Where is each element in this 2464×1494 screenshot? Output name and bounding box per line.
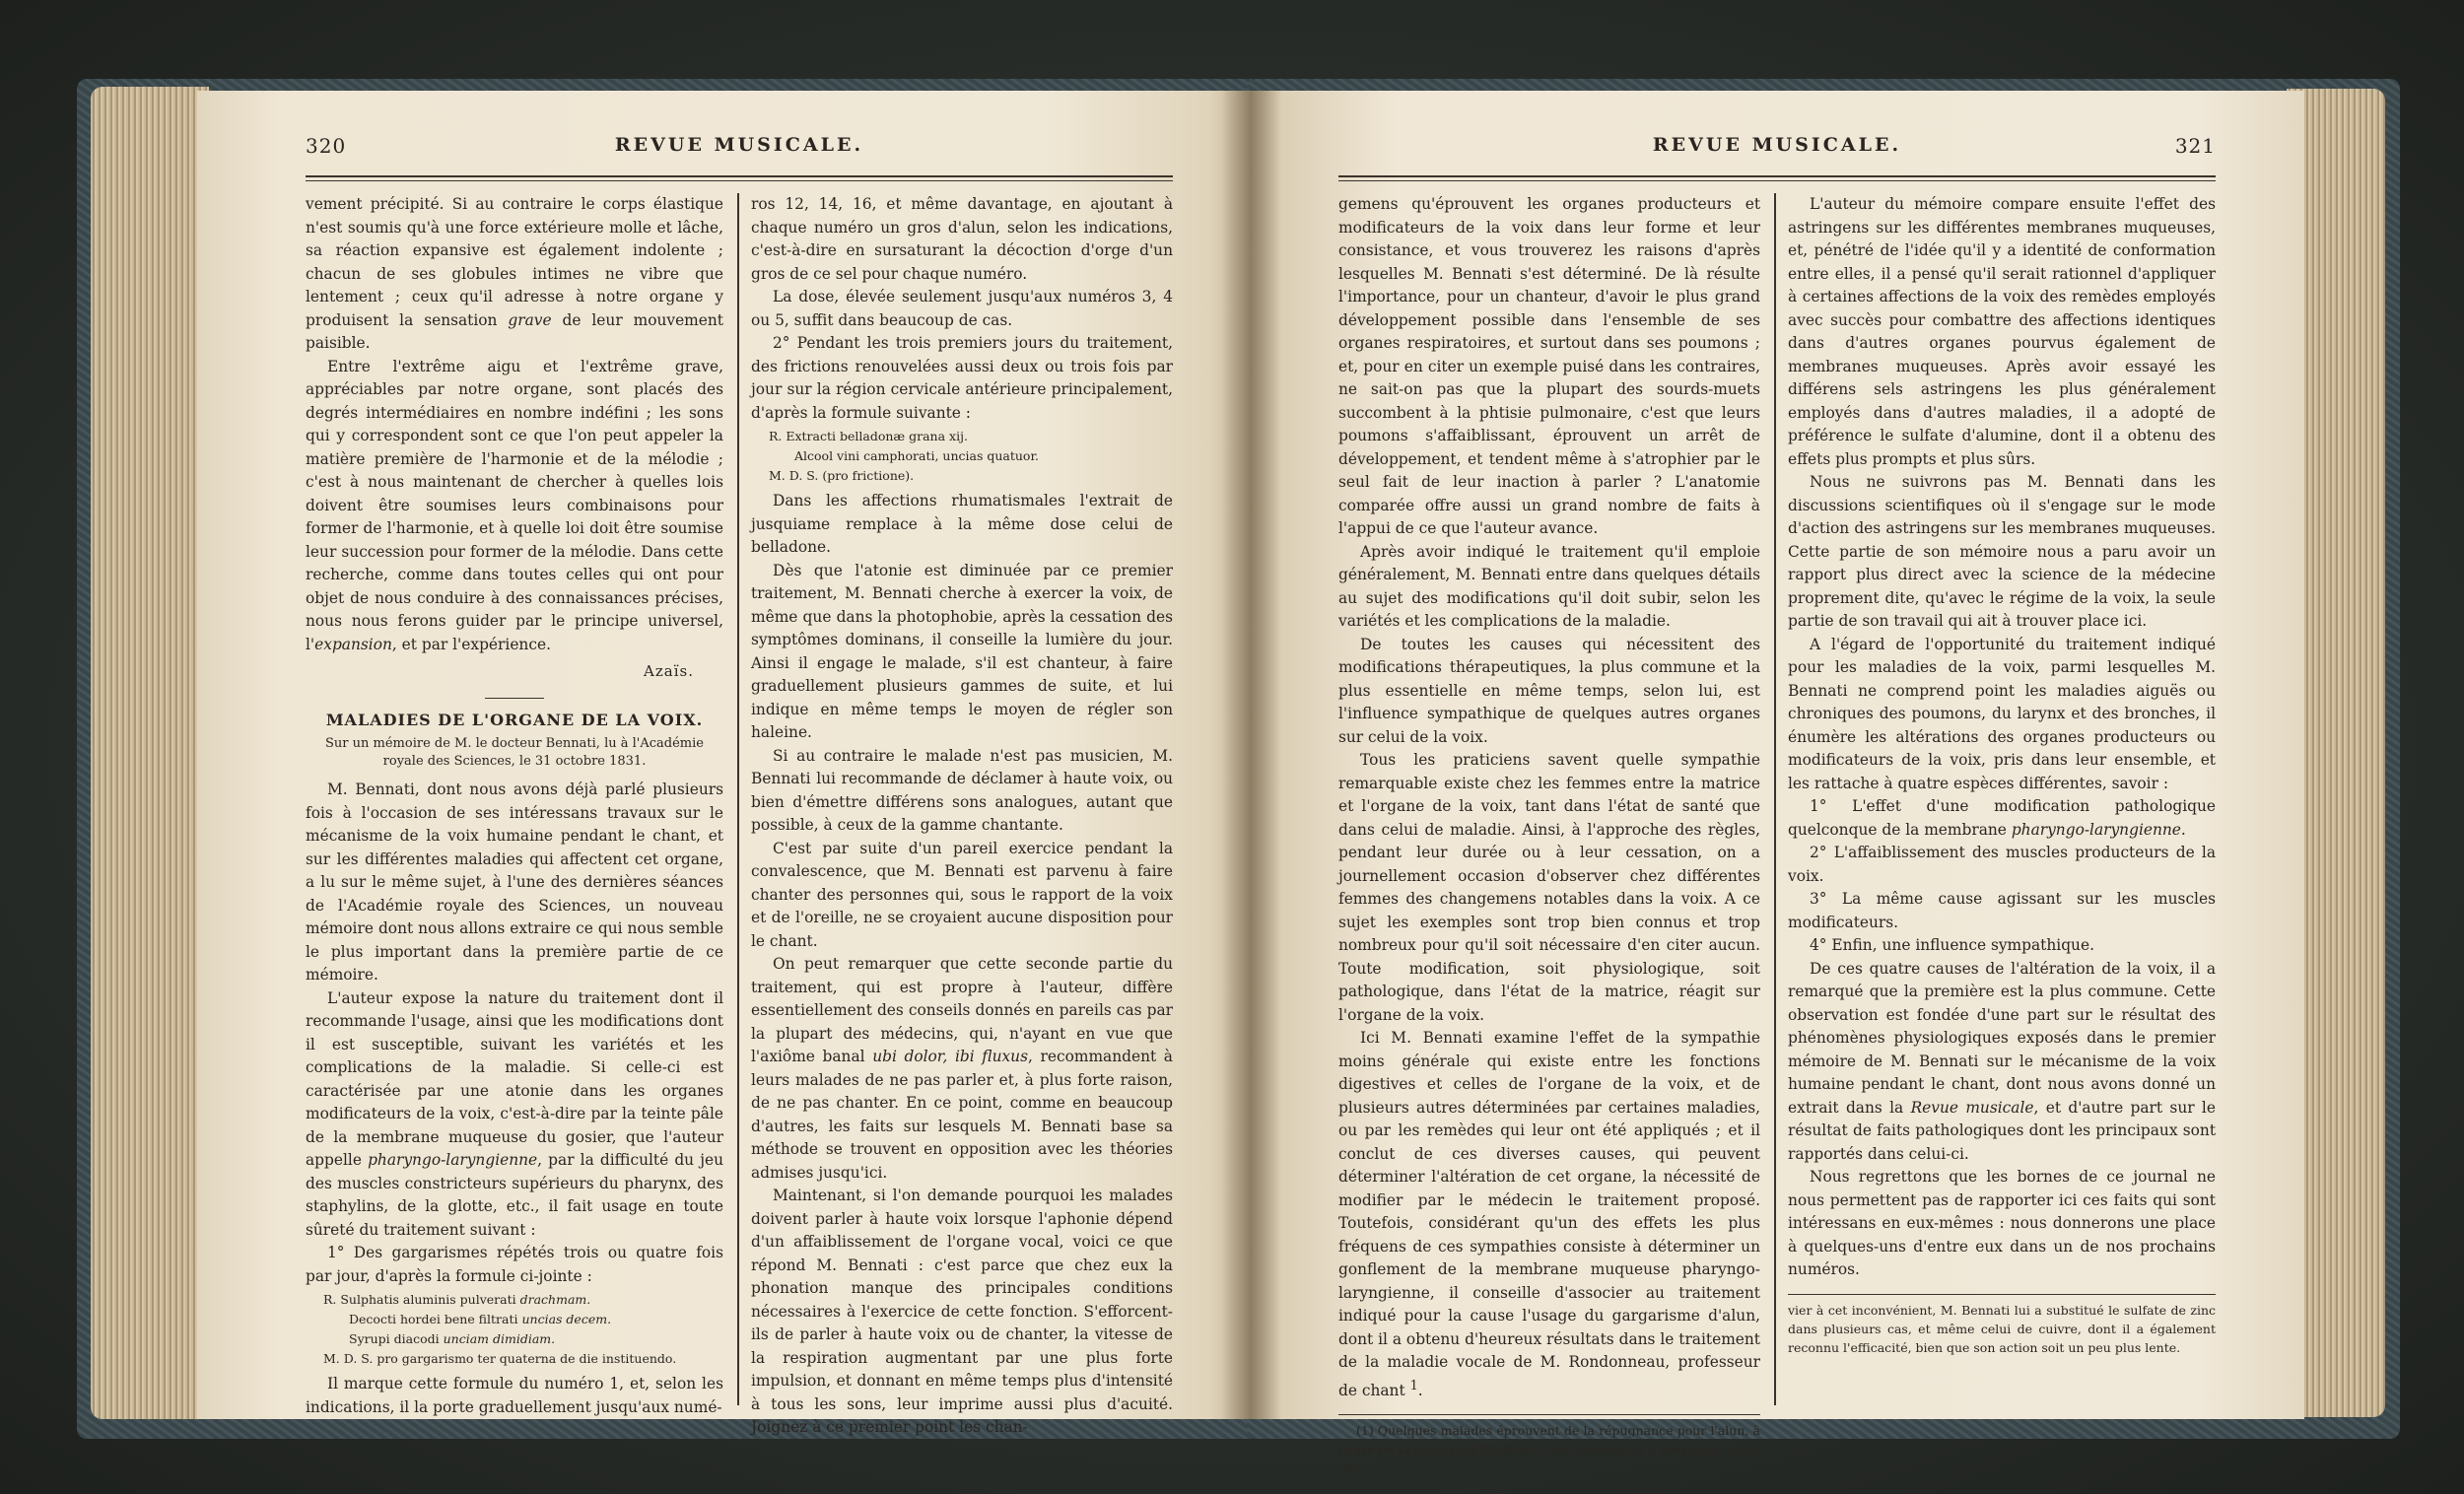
left-page-column-1 bbox=[306, 193, 723, 1419]
paragraph: Nous ne suivrons pas M. Bennati dans les discussions scientifiques où il s'engage sur le mode d'action des astringens sur les membranes muqueuses. Cette partie de son mémoire nous a paru avoir un rapport plus direct avec la science de la médecine proprement dite, qu'avec le régime de la voix, la seule partie de son travail qui ait à trouver place ici. bbox=[1788, 473, 2216, 630]
paragraph: L'auteur expose la nature du traitement dont il recommande l'usage, ainsi que les modifications dont il est susceptible, suivant les variétés et les complications de la maladie. Si celle-ci est caractérisée par une atonie dans les organes modificateurs de la voix, c'est-à-dire par la teinte pâle de la membrane muqueuse du gosier, que l'auteur appelle pharyngo-laryngienne, par la difficulté du jeu des muscles constricteurs supérieurs du pharynx, des staphylins, de la glotte, etc., il fait usage en toute sûreté du traitement suivant : bbox=[306, 988, 723, 1239]
paragraph: Maintenant, si l'on demande pourquoi les malades doivent parler à haute voix lorsque l'aphonie dépend d'un affaiblissement de l'organe vocal, voici ce que répond M. Bennati : c'est parce que chez eux la phonation manque des principales conditions nécessaires à l'exercice de cette fonction. S'efforcent-ils de parler à haute voix ou de chanter, la vitesse de la respiration augmentant par une plus forte impulsion, et donnant en même temps plus d'intensité à tous les sons, leur imprime aussi plus d'acuité. Joignez à ce premier point les chan- bbox=[751, 1187, 1173, 1436]
paragraph: M. Bennati, dont nous avons déjà parlé plusieurs fois à l'occasion de ses intéressans travaux sur le mécanisme de la voix humaine pendant le chant, et sur les différentes maladies qui affectent cet organe, a lu sur le même sujet, à l'une des dernières séances de l'Académie royale des Sciences, un nouveau mémoire dont nous allons extraire ce qui nous semble le plus important dans la première partie de ce mémoire. bbox=[306, 781, 723, 984]
right-page-column-2 bbox=[1788, 193, 2216, 1357]
column-rule bbox=[737, 193, 739, 1405]
paragraph: On peut remarquer que cette seconde partie du traitement, qui est propre à l'auteur, diffère essentiellement des conseils donnés en pareils cas par la plupart des médecins, qui, n'ayant en vue que l'axiôme banal ubi dolor, ibi fluxus, recommandent à leurs malades de ne pas parler et, à plus forte raison, de ne pas chanter. En ce point, comme en beaucoup d'autres, les faits sur lesquels M. Bennati base sa méthode se trouvent en opposition avec les théories admises jusqu'ici. bbox=[751, 955, 1173, 1182]
paragraph: 2° L'affaiblissement des muscles producteurs de la voix. bbox=[1788, 844, 2216, 885]
section-divider bbox=[485, 698, 544, 699]
prescription-formula: R. Sulphatis aluminis pulverati drachmam. Decocti hordei bene filtrati uncias decem. Syrupi diacodi unciam dimidiam. M. D. S. pro gargarismo ter quaterna de die instituendo. bbox=[323, 1292, 677, 1366]
paragraph: Dès que l'atonie est diminuée par ce premier traitement, M. Bennati cherche à exercer la voix, de même que dans la photophobie, après la cessation des symptômes dominans, il conseille la lumière du jour. Ainsi il engage le malade, s'il est chanteur, à faire graduellement plusieurs gammes de suite, et lui indique en même temps le moyen de régler son haleine. bbox=[751, 561, 1173, 741]
paragraph: Ici M. Bennati examine l'effet de la sympathie moins générale qui existe entre les fonctions digestives et celles de l'organe de la voix, et de plusieurs autres déterminées par certaines maladies, ou par les remèdes qui leur ont été appliqués ; et il conclut de ces diverses causes, qui peuvent déterminer l'altération de cet organe, la nécessité de modifier par le médecin le traitement proposé. Toutefois, considérant qu'un des effets les plus fréquens de ces sympathies consiste à déterminer un gonflement de la membrane muqueuse pharyngo-laryngienne, il conseille d'associer au traitement indiqué pour la cause l'usage du gargarisme d'alun, dont il a obtenu d'heureux résultats dans le traitement de la maladie vocale de M. Rondonneau, professeur de chant $^1$. bbox=[1338, 1029, 1760, 1399]
paragraph: 1° L'effet d'une modification pathologique quelconque de la membrane pharyngo-laryngienne. bbox=[1788, 797, 2216, 839]
right-page-header bbox=[1338, 134, 2216, 173]
book-gutter bbox=[1222, 91, 1281, 1419]
paragraph: De toutes les causes qui nécessitent des modifications thérapeutiques, la plus commune et la plus essentielle en même temps, selon lui, est l'influence sympathique de quelques autres organes sur celui de la voix. bbox=[1338, 635, 1760, 746]
paragraph: 4° Enfin, une influence sympathique. bbox=[1810, 936, 2094, 954]
page-edges-left bbox=[91, 87, 209, 1419]
footnote-rule bbox=[1338, 1414, 1760, 1415]
paragraph: La dose, élevée seulement jusqu'aux numéros 3, 4 ou 5, suffit dans beaucoup de cas. bbox=[751, 288, 1173, 329]
header-rule bbox=[306, 175, 1173, 181]
paragraph: Si au contraire le malade n'est pas musicien, M. Bennati lui recommande de déclamer à haute voix, ou bien d'émettre différens sons analogues, autant que possible, à ceux de la gamme chantante. bbox=[751, 746, 1173, 834]
paragraph: Entre l'extrême aigu et l'extrême grave, appréciables par notre organe, sont placés des degrés intermédiaires en nombre indéfini ; les sons qui y correspondent sont ce que l'on peut appeler la matière première de l'harmonie et de la mélodie ; c'est à nous maintenant de chercher à quelles lois doivent être soumises leurs combinaisons pour former de l'harmonie, et à quelle loi doit être soumise leur succession pour former de la mélodie. Dans cette recherche, comme dans toutes celles qui ont pour objet de nous conduire à des connaissances précises, nous nous ferons guider par le principe universel, l'expansion, et par l'expérience. bbox=[306, 357, 723, 653]
section-title: MALADIES DE L'ORGANE DE LA VOIX. bbox=[325, 710, 704, 729]
paragraph: 1° Des gargarismes répétés trois ou quatre fois par jour, d'après la formule ci-jointe : bbox=[306, 1244, 723, 1285]
running-title: REVUE MUSICALE. bbox=[614, 134, 864, 156]
left-page bbox=[197, 91, 1252, 1436]
paragraph: ros 12, 14, 16, et même davantage, en ajoutant à chaque numéro un gros d'alun, selon les indications, c'est-à-dire en sursaturant la décoction d'orge d'un gros de ce sel pour chaque numéro. bbox=[751, 195, 1173, 283]
paragraph: Tous les praticiens savent quelle sympathie remarquable existe chez les femmes entre la matrice et l'organe de la voix, tant dans l'état de santé que dans celui de maladie. Ainsi, à l'approche des règles, pendant leur durée ou à leur cessation, on a journellement occasion d'observer chez différentes femmes des changemens notables dans la voix. A ce sujet les exemples sont trop bien connus et trop nombreux pour qu'il soit nécessaire d'en citer aucun. Toute modification, soit physiologique, soit pathologique, dans l'état de la matrice, réagit sur l'organe de la voix. bbox=[1338, 751, 1760, 1024]
footnote-rule bbox=[1788, 1294, 2216, 1295]
paragraph: 2° Pendant les trois premiers jours du traitement, des frictions renouvelées aussi deux ou trois fois par jour sur la région cervicale antérieure principalement, d'après la formule suivante : bbox=[751, 334, 1173, 422]
left-page-header bbox=[306, 134, 1173, 173]
prescription-formula: R. Extracti belladonæ grana xij. Alcool vini camphorati, uncias quatuor. M. D. S. (pro frictione). bbox=[769, 429, 1040, 483]
paragraph: A l'égard de l'opportunité du traitement indiqué pour les maladies de la voix, parmi lesquelles M. Bennati ne comprend point les maladies aiguës ou chroniques des poumons, du larynx et des bronches, il énumère les altérations des organes producteurs ou modificateurs de la voix, pris dans leur ensemble, et les rattache à quatre espèces différentes, savoir : bbox=[1788, 635, 2216, 792]
right-page-column-1 bbox=[1338, 193, 1760, 1477]
paragraph: gemens qu'éprouvent les organes producteurs et modificateurs de la voix dans leur forme et leur consistance, et vous trouverez les raisons d'après lesquelles M. Bennati s'est déterminé. De là résulte l'importance, pour un chanteur, d'avoir le plus grand développement possible dans l'ensemble de ses organes respiratoires, et surtout dans ses poumons ; et, pour en citer un exemple puisé dans les contraires, ne sait-on pas que la plupart des sourds-muets succombent à la phtisie pulmonaire, c'est que leurs poumons s'affaiblissant, éprouvent un arrêt de développement, et tendent même à s'atrophier par le seul fait de leur inaction à parler ? L'anatomie comparée offre aussi un grand nombre de faits à l'appui de ce que l'auteur avance. bbox=[1338, 195, 1760, 537]
left-page-column-2 bbox=[751, 193, 1173, 1440]
footnote: (1) Quelques malades éprouvent de la répugnance pour l'alun, à cause de la saveur qu'il laisse et des nausées qu'il provoque ; pour ob- bbox=[1338, 1423, 1760, 1476]
paragraph: vement précipité. Si au contraire le corps élastique n'est soumis qu'à une force extérieure molle et lâche, sa réaction expansive est également indolente ; chacun de ses globules intimes ne vibre que lentement ; ceux qu'il adresse à notre organe y produisent la sensation grave de leur mouvement paisible. bbox=[306, 195, 723, 352]
page-number: 320 bbox=[306, 134, 347, 158]
header-rule bbox=[1338, 175, 2216, 181]
running-title: REVUE MUSICALE. bbox=[1652, 134, 1902, 156]
paragraph: Il marque cette formule du numéro 1, et, selon les indications, il la porte graduellement jusqu'aux numé- bbox=[306, 1375, 723, 1416]
paragraph: Dans les affections rhumatismales l'extrait de jusquiame remplace à la même dose celui de belladone. bbox=[751, 492, 1173, 556]
page-number: 321 bbox=[2174, 134, 2216, 158]
paragraph: Nous regrettons que les bornes de ce journal ne nous permettent pas de rapporter ici ces faits qui sont intéressans en eux-mêmes : nous donnerons une place à quelques-uns d'entre eux dans un de nos prochains numéros. bbox=[1788, 1168, 2216, 1278]
paragraph: De ces quatre causes de l'altération de la voix, il a remarqué que la première est la plus commune. Cette observation est fondée d'une part sur le résultat des phénomènes physiologiques exposés dans le premier mémoire de M. Bennati sur le mécanisme de la voix humaine pendant le chant, dont nous avons donné un extrait dans la Revue musicale, et d'autre part sur le résultat de faits pathologiques dont les principaux sont rapportés dans celui-ci. bbox=[1788, 959, 2216, 1163]
paragraph: L'auteur du mémoire compare ensuite l'effet des astringens sur les différentes membranes muqueuses, et, pénétré de l'idée qu'il y a identité de conformation entre elles, il a pensé qu'il serait rationnel d'appliquer à certaines affections de la voix des remèdes employés avec succès pour combattre des affections identiques dans d'autres organes pourvus également de membranes muqueuses. Après avoir essayé les différens sels astringens les plus généralement employés dans d'autres maladies, il a adopté de préférence le sulfate d'alumine, dont il a obtenu des effets plus prompts et plus sûrs. bbox=[1788, 195, 2216, 468]
paragraph: Après avoir indiqué le traitement qu'il emploie généralement, M. Bennati entre dans quelques détails au sujet des modifications qu'il doit subir, selon les variétés et les complications de la maladie. bbox=[1338, 542, 1760, 630]
right-page bbox=[1250, 91, 2304, 1476]
author-signature: Azaïs. bbox=[644, 662, 694, 680]
section-subtitle: Sur un mémoire de M. le docteur Bennati, lu à l'Académie royale des Sciences, le 31 octobre 1831. bbox=[325, 736, 704, 769]
footnote-continuation: vier à cet inconvénient, M. Bennati lui a substitué le sulfate de zinc dans plusieurs cas, et même celui de cuivre, dont il a également reconnu l'efficacité, bien que son action soit un peu plus lente. bbox=[1788, 1302, 2216, 1355]
column-rule bbox=[1774, 193, 1776, 1405]
paragraph: 3° La même cause agissant sur les muscles modificateurs. bbox=[1788, 890, 2216, 931]
footnote-marker: 1 bbox=[1409, 1378, 1418, 1393]
paragraph: C'est par suite d'un pareil exercice pendant la convalescence, que M. Bennati est parvenu à faire chanter des personnes qui, sous le rapport de la voix et de l'oreille, ne se croyaient aucune disposition pour le chant. bbox=[751, 839, 1173, 950]
